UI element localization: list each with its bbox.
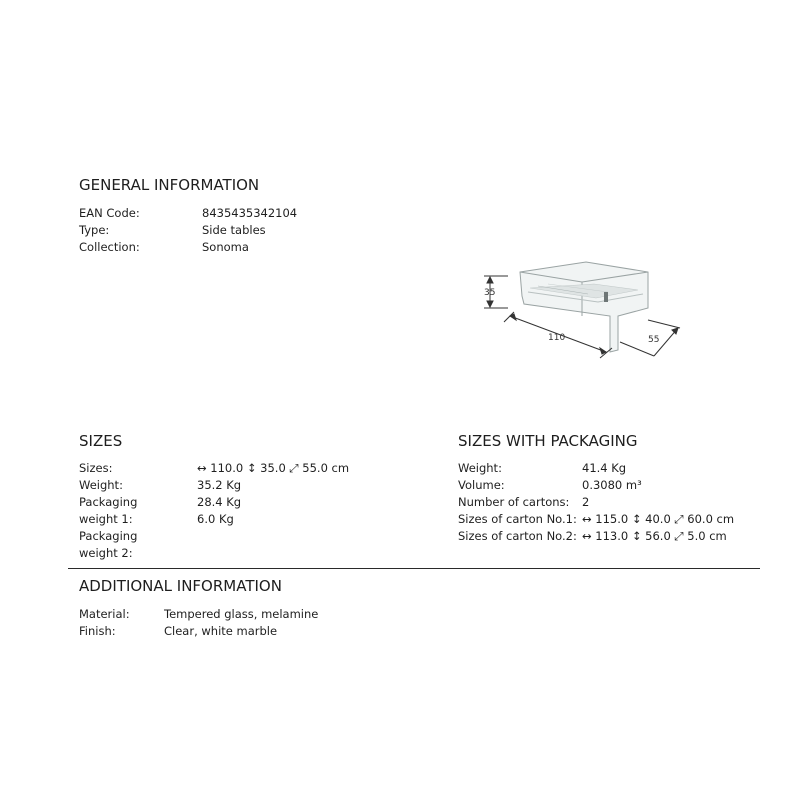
packaging-weight-2-label-a: Packaging — [79, 529, 138, 543]
carton-2-value: ↔ 113.0 ↕ 56.0 ⤢ 5.0 cm — [582, 529, 727, 543]
material-label: Material: — [79, 607, 130, 621]
ean-code-value: 8435435342104 — [202, 206, 298, 220]
ean-code-label: EAN Code: — [79, 206, 140, 220]
depth-dimension-label: 55 — [648, 335, 660, 345]
pack-volume-label: Volume: — [458, 478, 505, 492]
carton-2-label: Sizes of carton No.2: — [458, 529, 577, 543]
section-divider — [68, 568, 760, 569]
collection-label: Collection: — [79, 240, 140, 254]
packaging-weight-1-label-b: weight 1: — [79, 512, 133, 526]
type-value: Side tables — [202, 223, 266, 237]
pack-weight-value: 41.4 Kg — [582, 461, 627, 475]
height-dimension-label: 35 — [484, 288, 496, 298]
packaging-weight-2-label-b: weight 2: — [79, 546, 133, 560]
sizes-label: Sizes: — [79, 461, 113, 475]
length-dimension-label: 110 — [548, 333, 566, 343]
pack-weight-label: Weight: — [458, 461, 502, 475]
sizes-value: ↔ 110.0 ↕ 35.0 ⤢ 55.0 cm — [197, 461, 350, 475]
pack-cartons-value: 2 — [582, 495, 590, 509]
finish-label: Finish: — [79, 624, 116, 638]
general-information-heading: GENERAL INFORMATION — [79, 176, 260, 194]
packaging-weight-2-value: 6.0 Kg — [197, 512, 234, 526]
packaging-weight-1-value: 28.4 Kg — [197, 495, 242, 509]
weight-value: 35.2 Kg — [197, 478, 242, 492]
sizes-with-packaging-heading: SIZES WITH PACKAGING — [458, 432, 638, 450]
product-dimension-image — [478, 258, 688, 368]
additional-information-heading: ADDITIONAL INFORMATION — [79, 577, 282, 595]
sizes-heading: SIZES — [79, 432, 123, 450]
pack-cartons-label: Number of cartons: — [458, 495, 570, 509]
collection-value: Sonoma — [202, 240, 249, 254]
weight-label: Weight: — [79, 478, 123, 492]
type-label: Type: — [79, 223, 110, 237]
packaging-weight-1-label-a: Packaging — [79, 495, 138, 509]
finish-value: Clear, white marble — [164, 624, 278, 638]
material-value: Tempered glass, melamine — [164, 607, 319, 621]
carton-1-label: Sizes of carton No.1: — [458, 512, 577, 526]
carton-1-value: ↔ 115.0 ↕ 40.0 ⤢ 60.0 cm — [582, 512, 735, 526]
pack-volume-value: 0.3080 m³ — [582, 478, 642, 492]
